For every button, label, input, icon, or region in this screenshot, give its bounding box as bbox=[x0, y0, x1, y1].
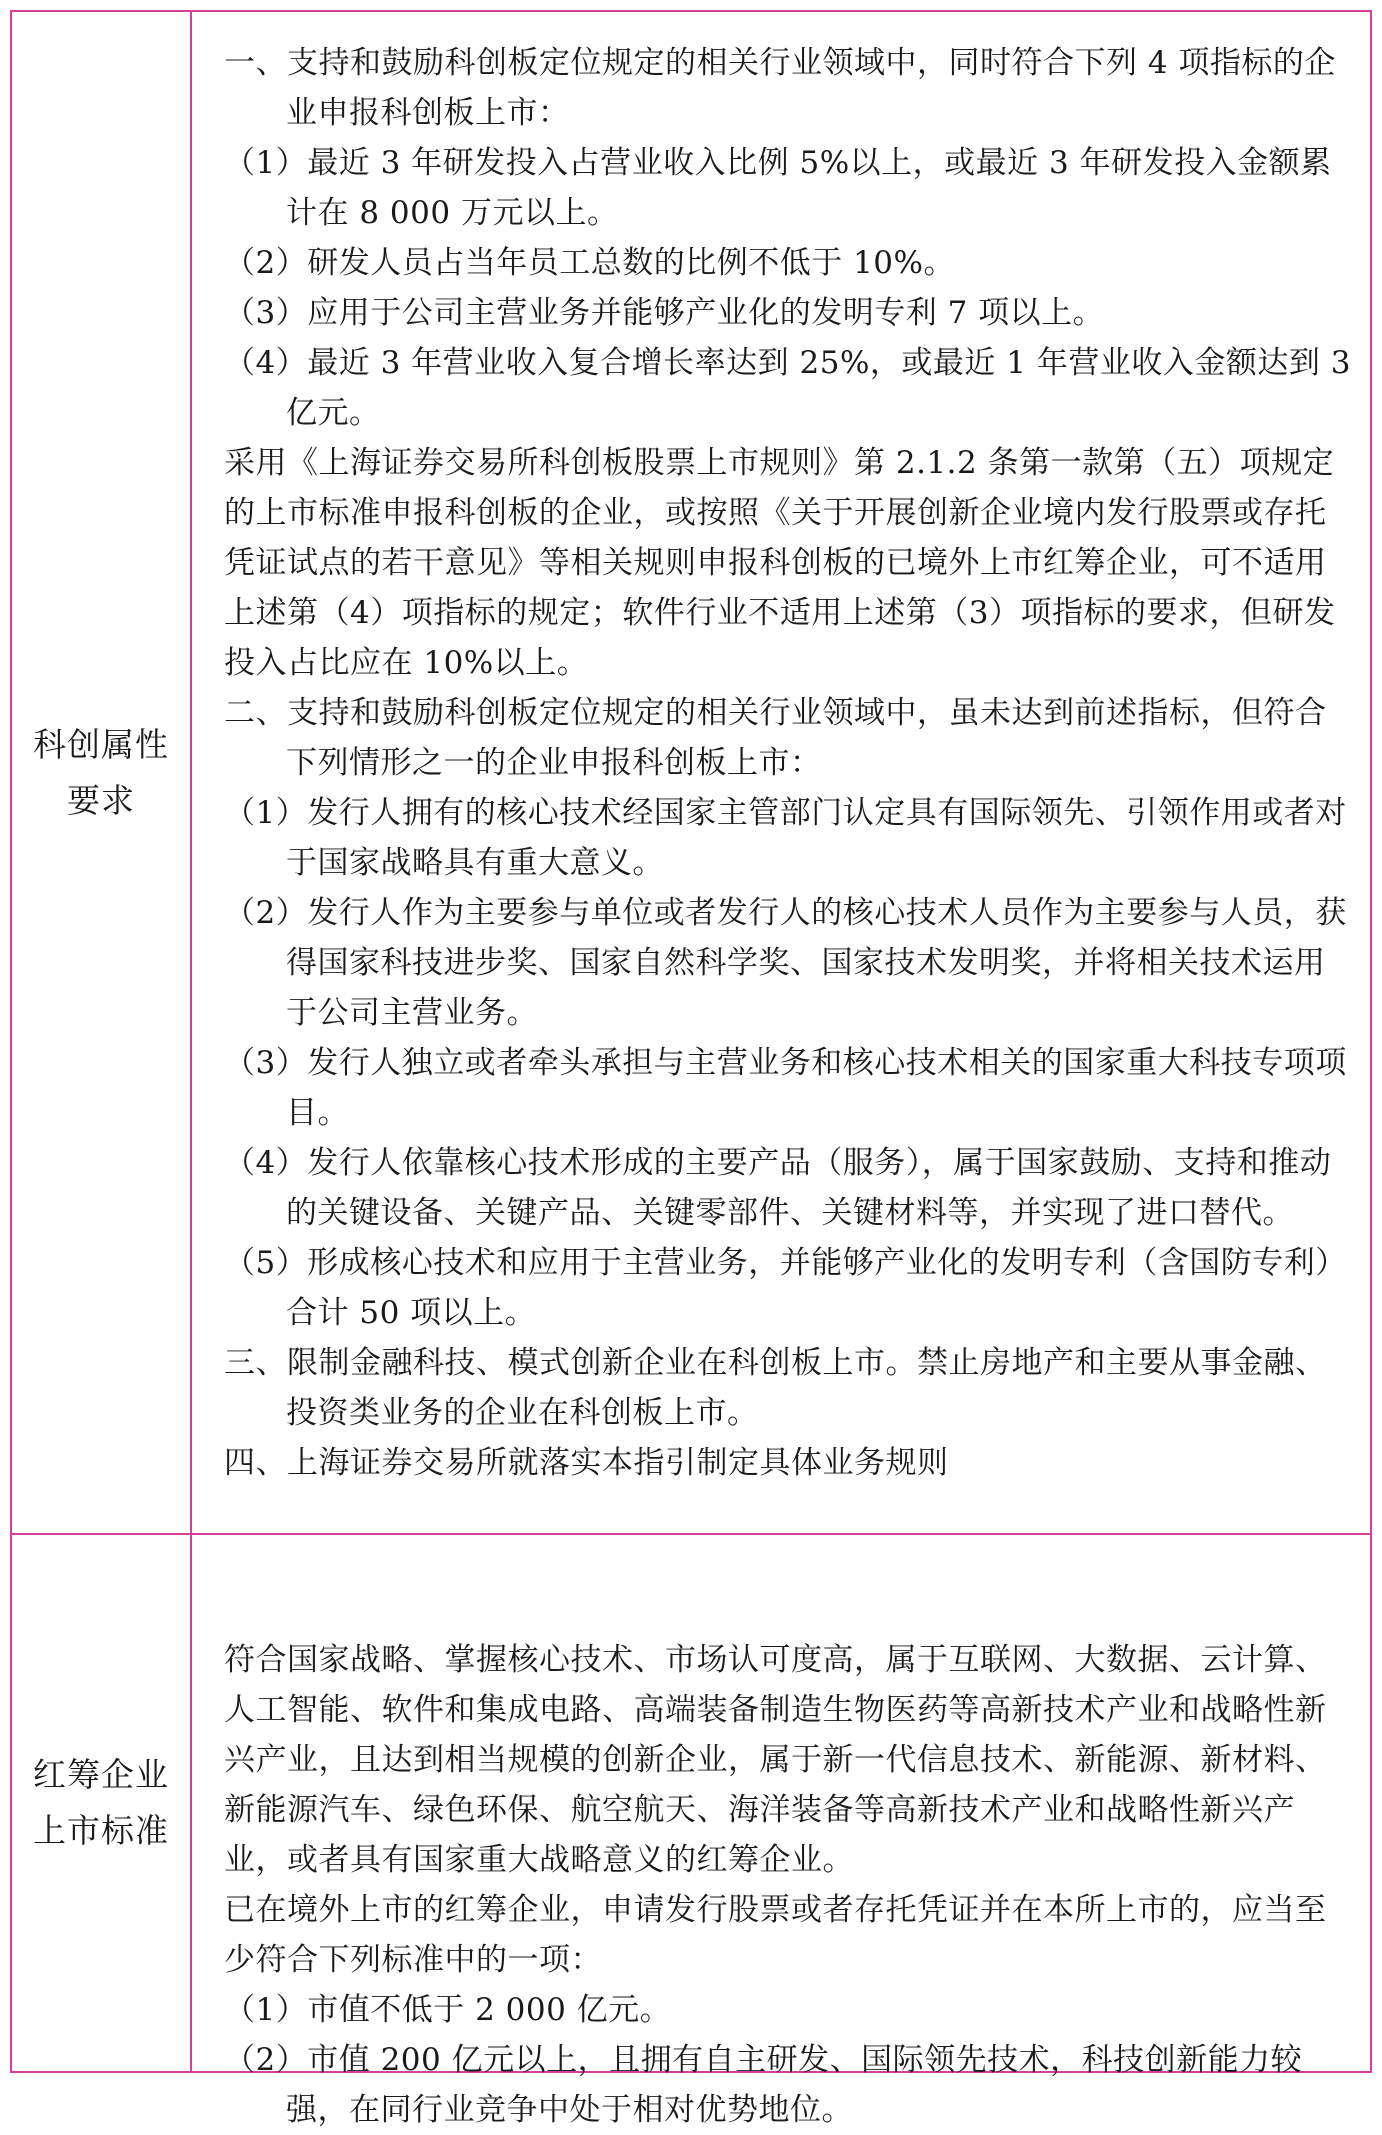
section-heading: 二、支持和鼓励科创板定位规定的相关行业领域中，虽未达到前述指标，但符合下列情形之一的企业申报科创板上市： bbox=[224, 695, 1327, 781]
paragraph: 符合国家战略、掌握核心技术、市场认可度高，属于互联网、大数据、云计算、人工智能、软件和集成电路、高端装备制造生物医药等高新技术产业和战略性新兴产业，且达到相当规模的创新企业，属于新一代信息技术、新能源、新材料、新能源汽车、绿色环保、航空航天、海洋装备等高新技术产业和战略性新兴产业，或者具有国家重大战略意义的红筹企业。 bbox=[224, 1642, 1327, 1878]
list-item: （3）发行人独立或者牵头承担与主营业务和核心技术相关的国家重大科技专项项目。 bbox=[224, 1045, 1347, 1131]
row-label-kechuang bbox=[12, 12, 192, 1533]
table-row-kechuang-attributes bbox=[12, 12, 1370, 1535]
list-item: （5）形成核心技术和应用于主营业务，并能够产业化的发明专利（含国防专利）合计 50 项以上。 bbox=[224, 1245, 1347, 1331]
requirements-table bbox=[10, 10, 1372, 2128]
list-item: （1）最近 3 年研发投入占营业收入比例 5%以上，或最近 3 年研发投入金额累计在 8 000 万元以上。 bbox=[224, 145, 1332, 231]
row-content-red-chip bbox=[194, 1535, 1370, 2128]
label-line: 红筹企业 bbox=[33, 1755, 169, 1794]
row-content-kechuang bbox=[194, 12, 1370, 1533]
row-label-red-chip bbox=[12, 1535, 192, 2071]
paragraph: 采用《上海证券交易所科创板股票上市规则》第 2.1.2 条第一款第（五）项规定的上市标准申报科创板的企业，或按照《关于开展创新企业境内发行股票或存托凭证试点的若干意见》等相关规则申报科创板的已境外上市红筹企业，可不适用上述第（4）项指标的规定；软件行业不适用上述第（3）项指标的要求，但研发投入占比应在 10%以上。 bbox=[224, 445, 1336, 681]
list-item: （3）应用于公司主营业务并能够产业化的发明专利 7 项以上。 bbox=[224, 295, 1105, 331]
list-item: （2）发行人作为主要参与单位或者发行人的核心技术人员作为主要参与人员，获得国家科技进步奖、国家自然科学奖、国家技术发明奖，并将相关技术运用于公司主营业务。 bbox=[224, 895, 1347, 1031]
list-item: （1）发行人拥有的核心技术经国家主管部门认定具有国际领先、引领作用或者对于国家战略具有重大意义。 bbox=[224, 795, 1347, 881]
list-item: （4）发行人依靠核心技术形成的主要产品（服务），属于国家鼓励、支持和推动的关键设备、关键产品、关键零部件、关键材料等，并实现了进口替代。 bbox=[224, 1145, 1332, 1231]
label-line: 科创属性 bbox=[33, 724, 169, 764]
section-heading: 三、限制金融科技、模式创新企业在科创板上市。禁止房地产和主要从事金融、投资类业务的企业在科创板上市。 bbox=[224, 1345, 1327, 1431]
list-item: （2）市值 200 亿元以上，且拥有自主研发、国际领先技术，科技创新能力较强，在同行业竞争中处于相对优势地位。 bbox=[224, 2042, 1303, 2128]
paragraph: 已在境外上市的红筹企业，申请发行股票或者存托凭证并在本所上市的，应当至少符合下列标准中的一项： bbox=[224, 1892, 1327, 1978]
table-row-red-chip-listing bbox=[12, 1535, 1370, 2128]
list-item: （2）研发人员占当年员工总数的比例不低于 10%。 bbox=[224, 245, 955, 281]
label-line: 上市标准 bbox=[33, 1811, 169, 1850]
list-item: （1）市值不低于 2 000 亿元。 bbox=[224, 1992, 672, 2028]
list-item: （4）最近 3 年营业收入复合增长率达到 25%，或最近 1 年营业收入金额达到 3 亿元。 bbox=[224, 345, 1351, 431]
section-heading: 一、支持和鼓励科创板定位规定的相关行业领域中，同时符合下列 4 项指标的企业申报科创板上市： bbox=[224, 45, 1336, 131]
label-line: 要求 bbox=[67, 780, 135, 820]
section-heading: 四、上海证券交易所就落实本指引制定具体业务规则 bbox=[224, 1445, 949, 1481]
